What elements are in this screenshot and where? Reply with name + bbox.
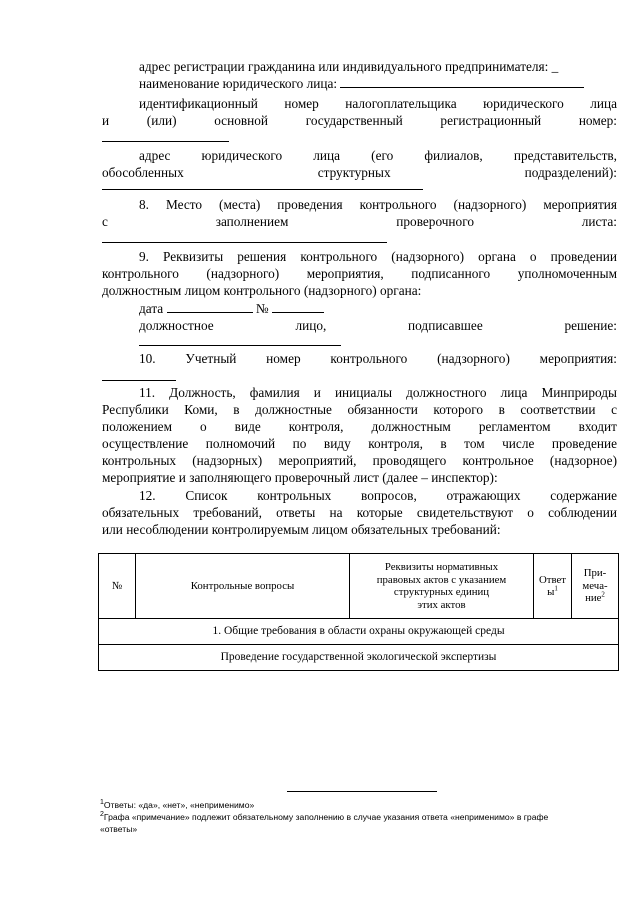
header-requisites-l2: правовых актов с указанием (376, 573, 507, 586)
item-10-line: 10. Учетный номер контрольного (надзорного) мероприятия: (139, 351, 617, 366)
item-9-line: 9. Реквизиты решения контрольного (надзорного) органа о проведении (139, 249, 617, 264)
control-questions-table (98, 553, 619, 671)
header-notes-l1: При- (583, 567, 607, 580)
table-row (99, 645, 619, 671)
place-blank[interactable] (102, 242, 387, 243)
item-8-line: 8. Место (места) проведения контрольного (надзорного) мероприятия (139, 197, 617, 212)
footnote-separator (287, 791, 437, 792)
number-blank[interactable] (272, 300, 324, 313)
footnote-2-number: 2 (100, 811, 104, 819)
inn-line: идентификационный номер налогоплательщика юридического лица (139, 96, 617, 111)
legal-entity-name-line (139, 75, 617, 92)
item-12-line-3: или несоблюдении контролируемым лицом обязательных требований: (102, 522, 501, 537)
header-notes-l2: меча- (582, 579, 608, 592)
ogrn-blank[interactable] (102, 141, 229, 142)
section-general-requirements: 1. Общие требования в области охраны окружающей среды (99, 619, 619, 645)
header-requisites-l4: этих актов (417, 598, 466, 611)
branches-line: обособленных структурных подразделений): (102, 165, 617, 180)
table-header-row (99, 554, 619, 619)
ogrn-line: и (или) основной государственный регистрационный номер: (102, 113, 617, 128)
header-answers (534, 554, 572, 619)
record-number-blank[interactable] (102, 380, 176, 381)
footnote-1-text: Ответы: «да», «нет», «неприменимо» (103, 800, 255, 810)
header-requisites-l3: структурных единиц (393, 586, 490, 598)
item-8-cont-line: с заполнением проверочного листа: (102, 214, 617, 229)
section-ecological-expertise: Проведение государственной экологической экспертизы (99, 645, 619, 671)
header-notes-footnote-ref: 2 (601, 590, 605, 599)
registration-address-line: адрес регистрации гражданина или индивидуального предпринимателя: _ (139, 59, 559, 74)
footnote-2-text: Графа «примечание» подлежит обязательному заполнению в случае указания ответа «неприменимо» в графе (103, 812, 549, 822)
header-answers-l2: ы (547, 586, 555, 598)
header-notes-l3: ние (585, 592, 602, 605)
item-9-cont-line: контрольного (надзорного) мероприятия, подписанного уполномоченным (102, 266, 617, 281)
legal-entity-name-label: наименование юридического лица: (139, 76, 338, 91)
header-answers-footnote-ref: 1 (554, 584, 558, 593)
footnote-1-number: 1 (100, 799, 104, 807)
table-row (99, 619, 619, 645)
item-9-end-line: должностным лицом контрольного (надзорного) органа: (102, 283, 422, 298)
item-11-line-5: контрольных (надзорных) мероприятий, проводящего контрольное (надзорное) (102, 453, 617, 468)
footnote-2-cont: «ответы» (100, 824, 138, 834)
signer-line: должностное лицо, подписавшее решение: (139, 318, 617, 333)
header-notes (572, 554, 619, 619)
number-label: № (255, 301, 269, 316)
item-11-line-4: осуществление полномочий по виду контроля, в том числе проведение (102, 436, 617, 451)
header-questions: Контрольные вопросы (136, 554, 350, 619)
footnote-2 (100, 811, 618, 823)
legal-address-line: адрес юридического лица (его филиалов, представительств, (139, 148, 617, 163)
item-12-line-2: обязательных требований, ответы на которые свидетельствуют о соблюдении (102, 505, 617, 520)
header-number: № (99, 554, 136, 619)
item-11-line: 11. Должность, фамилия и инициалы должностного лица Минприроды (139, 385, 617, 400)
item-11-line-2: Республики Коми, в должностные обязанности которого в соответствии с (102, 402, 617, 417)
legal-entity-name-blank[interactable] (340, 75, 584, 88)
header-answers-l1: Ответ (538, 573, 567, 586)
item-11-line-6: мероприятие и заполняющего проверочный лист (далее – инспектор): (102, 470, 498, 485)
item-11-line-3: положением о виде контроля, должностным регламентом входит (102, 419, 617, 434)
item-12-line: 12. Список контрольных вопросов, отражающих содержание (139, 488, 617, 503)
date-label: дата (139, 301, 164, 316)
decision-date-line (139, 300, 617, 317)
footnote-1 (100, 799, 618, 811)
header-requisites-l1: Реквизиты нормативных (384, 561, 499, 573)
signer-blank[interactable] (139, 345, 341, 346)
legal-address-blank[interactable] (102, 189, 423, 190)
date-blank[interactable] (167, 300, 253, 313)
header-requisites (350, 554, 534, 619)
